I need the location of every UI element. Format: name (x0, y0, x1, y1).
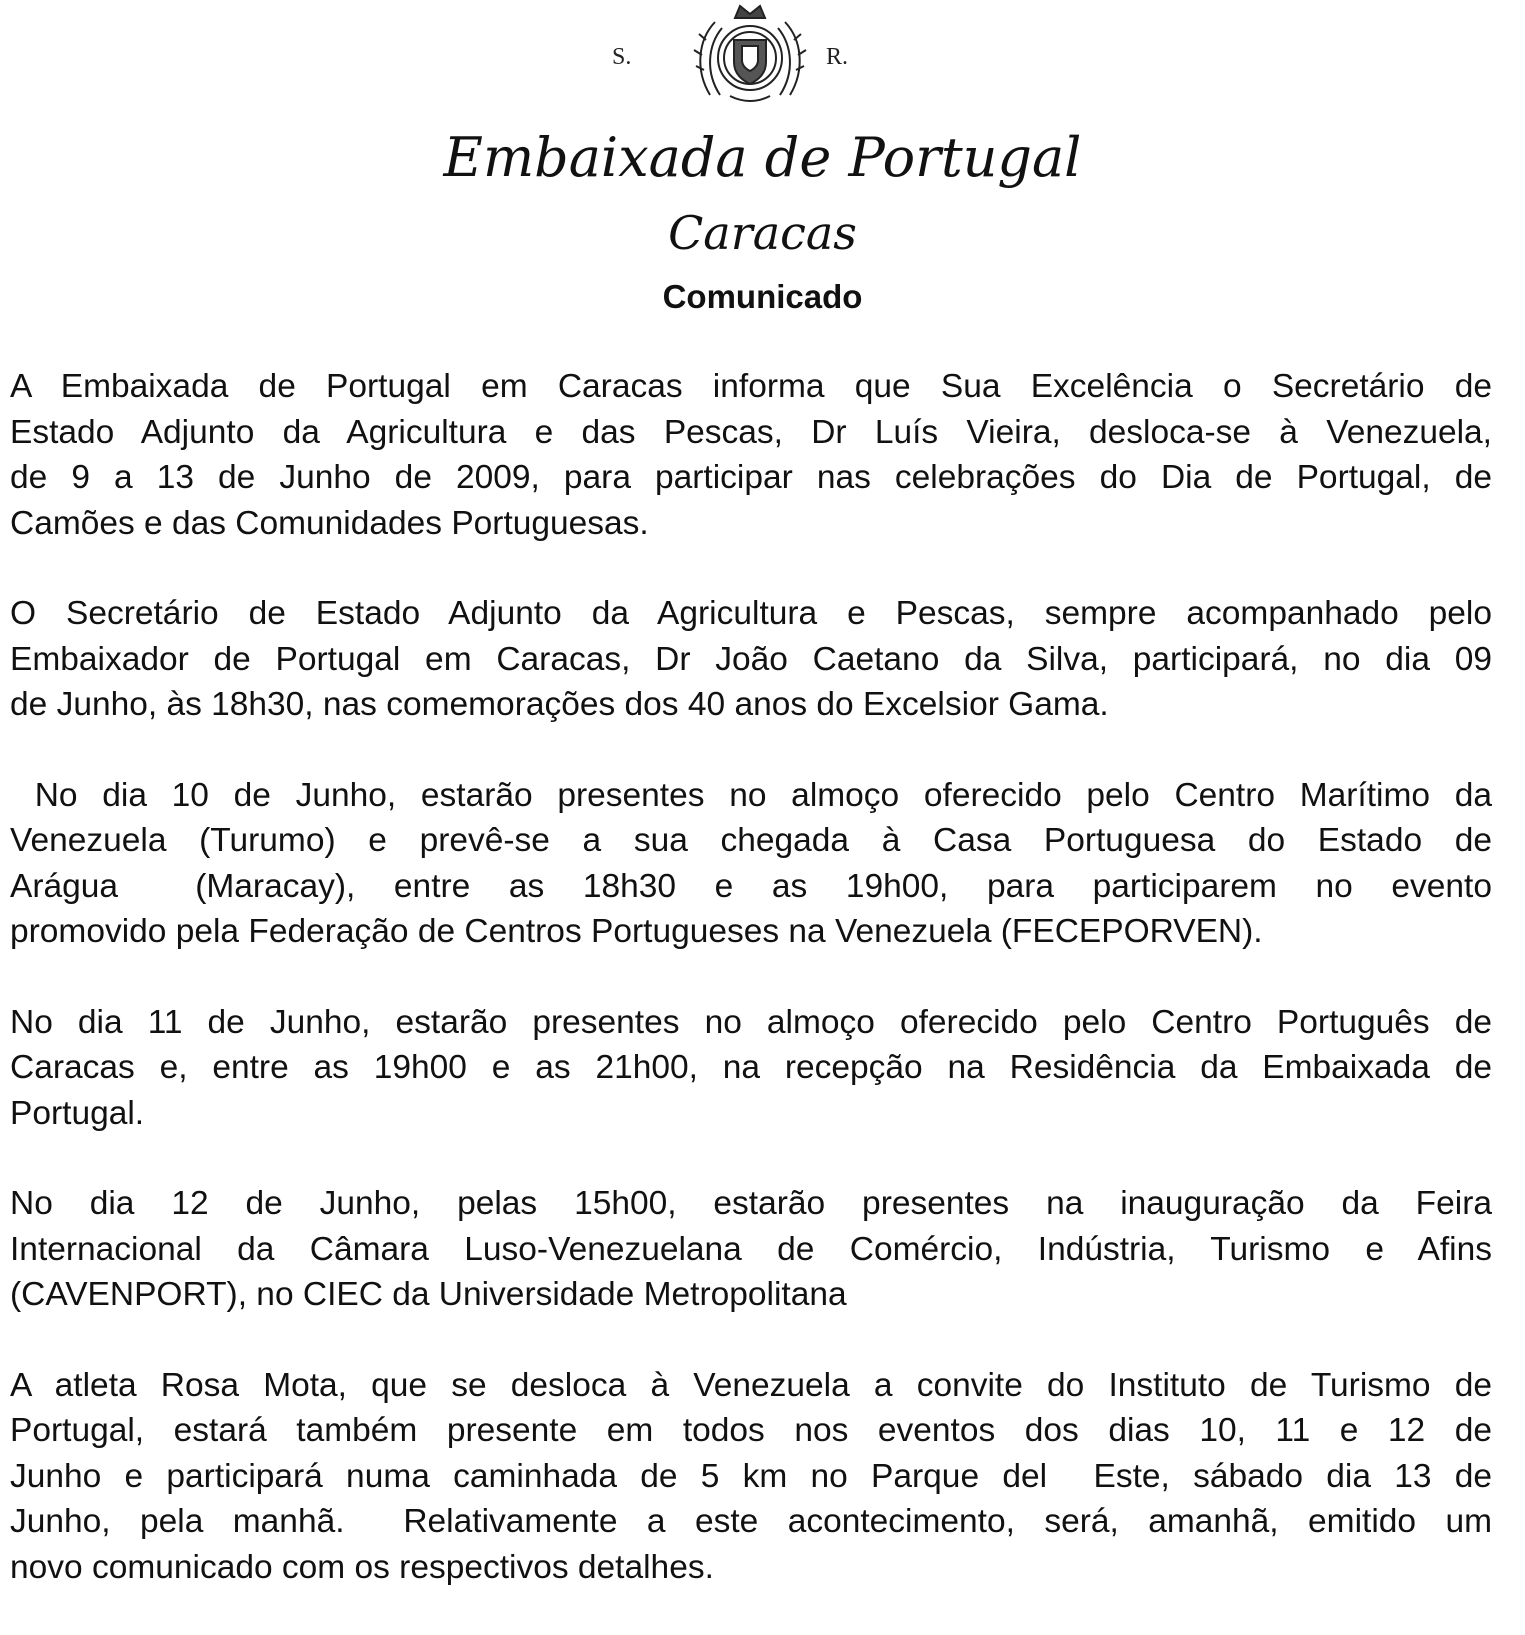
text-line: Estado Adjunto da Agricultura e das Pescas, Dr Luís Vieira, desloca-se à Venezuela, (10, 413, 1492, 451)
text-line: promovido pela Federação de Centros Portugueses na Venezuela (FECEPORVEN). (10, 913, 1263, 950)
text-line: (CAVENPORT), no CIEC da Universidade Metropolitana (10, 1276, 847, 1313)
text-line: Embaixador de Portugal em Caracas, Dr João Caetano da Silva, participará, no dia 09 (10, 640, 1492, 678)
document-body (10, 364, 1492, 1635)
coat-of-arms-icon (690, 0, 810, 108)
text-line: Caracas e, entre as 19h00 e as 21h00, na recepção na Residência da Embaixada de (10, 1049, 1492, 1086)
text-line: Arágua (Maracay), entre as 18h30 e as 19h00, para participarem no evento (10, 867, 1492, 905)
paragraph (10, 591, 1492, 728)
text-line: Junho, pela manhã. Relativamente a este acontecimento, será, amanhã, emitido um (10, 1503, 1492, 1540)
paragraph (10, 773, 1492, 955)
text-line: Camões e das Comunidades Portuguesas. (10, 504, 649, 542)
text-line: Portugal, estará também presente em todos nos eventos dos dias 10, 11 e 12 de (10, 1412, 1492, 1449)
paragraph (10, 364, 1492, 546)
text-line: No dia 11 de Junho, estarão presentes no almoço oferecido pelo Centro Português de (10, 1003, 1492, 1041)
text-line: de Junho, às 18h30, nas comemorações dos 40 anos do Excelsior Gama. (10, 686, 1109, 723)
text-line: novo comunicado com os respectivos detalhes. (10, 1548, 714, 1586)
letterhead-initial-r: R. (826, 44, 849, 70)
embassy-name: Embaixada de Portugal (443, 126, 1082, 189)
paragraph (10, 1363, 1492, 1591)
text-line: No dia 10 de Junho, estarão presentes no almoço oferecido pelo Centro Marítimo da (10, 776, 1492, 814)
embassy-city: Caracas (668, 206, 857, 260)
text-line: Venezuela (Turumo) e prevê-se a sua chegada à Casa Portuguesa do Estado de (10, 822, 1492, 859)
document-title: Comunicado (662, 278, 863, 315)
letterhead-initial-s: S. (612, 44, 632, 70)
paragraph (10, 1181, 1492, 1318)
text-line: No dia 12 de Junho, pelas 15h00, estarão presentes na inauguração da Feira (10, 1185, 1492, 1222)
text-line: Portugal. (10, 1094, 145, 1132)
text-line: de 9 a 13 de Junho de 2009, para participar nas celebrações do Dia de Portugal, de (10, 459, 1492, 496)
text-line: A atleta Rosa Mota, que se desloca à Venezuela a convite do Instituto de Turismo de (10, 1366, 1492, 1404)
text-line: A Embaixada de Portugal em Caracas informa que Sua Excelência o Secretário de (10, 368, 1492, 405)
text-line: Junho e participará numa caminhada de 5 km no Parque del Este, sábado dia 13 de (10, 1457, 1492, 1495)
text-line: Internacional da Câmara Luso-Venezuelana de Comércio, Indústria, Turismo e Afins (10, 1230, 1492, 1268)
paragraph (10, 1000, 1492, 1137)
text-line: O Secretário de Estado Adjunto da Agricultura e Pescas, sempre acompanhado pelo (10, 595, 1492, 632)
